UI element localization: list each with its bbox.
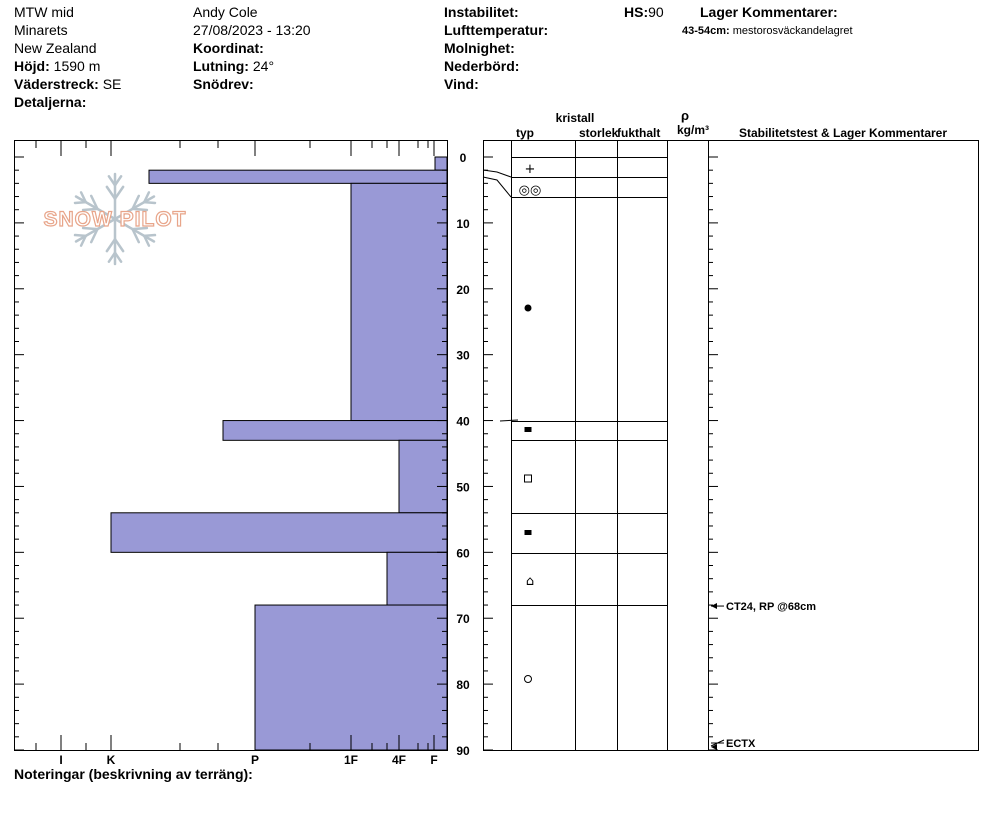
- stability-test-label-1: ECTX: [726, 738, 756, 750]
- layer-comments-heading: Lager Kommentarer:: [700, 4, 838, 20]
- hardness-bar-1: [149, 170, 447, 183]
- grain-symbol-68: [525, 676, 532, 683]
- depth-label-80: 80: [456, 678, 470, 693]
- drift-label: Snödrev:: [193, 76, 254, 92]
- slope-value: 24°: [252, 58, 275, 74]
- x-tick-label-4F: 4F: [391, 753, 407, 767]
- grain-symbol-40: [525, 427, 532, 432]
- snowflake-branch-5-1-1: [144, 202, 155, 203]
- grain-symbol-60: ⌂: [525, 574, 535, 589]
- x-tick-label-P: P: [250, 753, 260, 767]
- col-size-label: storlek: [579, 126, 619, 140]
- depth-label-0: 0: [459, 151, 467, 165]
- layer-comment-text: mestorosväckandelagret: [732, 25, 853, 37]
- stability-test-label-0: CT24, RP @68cm: [726, 601, 817, 614]
- depth-label-90: 90: [456, 744, 470, 758]
- layer-table-grid: [483, 141, 709, 750]
- hardness-bar-7: [255, 605, 447, 750]
- col-rho-label: ρ: [680, 108, 690, 123]
- col-crystal-label: kristall: [555, 111, 595, 125]
- aspect-label: Väderstreck:: [14, 76, 99, 92]
- wind-label: Vind:: [444, 76, 479, 92]
- slope-label: Lutning:: [193, 58, 249, 74]
- x-tick-label-F: F: [430, 753, 438, 767]
- instability-label: Instabilitet:: [444, 4, 519, 20]
- hardness-bar-3: [223, 421, 447, 441]
- depth-label-20: 20: [456, 282, 470, 297]
- col-stability-label: Stabilitetstest & Lager Kommentarer: [738, 126, 948, 140]
- snowflake-branch-1-1-0: [75, 202, 86, 203]
- area-name: Minarets: [14, 22, 68, 38]
- col-type-label: typ: [516, 126, 534, 140]
- layer-table-frame: [484, 141, 979, 751]
- depth-label-10: 10: [456, 216, 470, 231]
- hardness-bars: [111, 157, 447, 750]
- airtemp-label: Lufttemperatur:: [444, 22, 549, 38]
- grain-symbol-6: [525, 305, 532, 312]
- grain-symbol-0: +: [524, 162, 536, 177]
- elevation-label: Höjd:: [14, 58, 50, 74]
- details-label: Detaljerna:: [14, 94, 87, 110]
- depth-label-40: 40: [456, 414, 470, 429]
- col-moisture-label: fukthalt: [617, 126, 661, 140]
- layer-connector-2: [500, 420, 518, 421]
- precip-label: Nederbörd:: [444, 58, 520, 74]
- stability-pointer-1: [711, 740, 724, 746]
- hardness-bar-0: [435, 157, 447, 170]
- grain-symbol-54: [525, 530, 532, 535]
- location-name: MTW mid: [14, 4, 74, 20]
- snowflake-branch-2-1-1: [75, 235, 86, 236]
- stability-arrowhead-0: [711, 603, 717, 609]
- hardness-bar-5: [111, 513, 447, 553]
- snowpilot-logo: [44, 174, 187, 264]
- grain-symbol-3: ◎◎: [518, 183, 542, 198]
- snowpilot-logo-text: SNOW PILOT: [43, 208, 187, 231]
- depth-label-30: 30: [456, 348, 470, 363]
- grain-symbols: [519, 162, 542, 683]
- x-tick-label-I: I: [59, 753, 63, 767]
- hs-label: HS:: [624, 4, 649, 20]
- notes-label: Noteringar (beskrivning av terräng):: [14, 766, 253, 782]
- depth-label-50: 50: [456, 480, 470, 495]
- observation-datetime: 27/08/2023 - 13:20: [193, 22, 311, 38]
- col-density-label: kg/m³: [676, 123, 710, 137]
- depth-label-70: 70: [456, 612, 470, 627]
- observer-name: Andy Cole: [193, 4, 258, 20]
- hardness-bar-6: [387, 552, 447, 605]
- grain-symbol-43: [525, 475, 532, 482]
- aspect-value: SE: [102, 76, 122, 92]
- layer-comment-range: 43-54cm:: [682, 25, 730, 37]
- stability-tests: [711, 601, 816, 750]
- hardness-bar-4: [399, 440, 447, 512]
- layer-connector-0: [483, 170, 511, 177]
- layer-connector-1: [483, 177, 511, 197]
- hs-value: 90: [648, 4, 664, 20]
- cloud-label: Molnighet:: [444, 40, 515, 56]
- coordinate-label: Koordinat:: [193, 40, 264, 56]
- x-tick-label-1F: 1F: [343, 753, 359, 767]
- snowflake-branch-4-1-0: [144, 235, 155, 236]
- elevation-value: 1590 m: [53, 58, 101, 74]
- country-name: New Zealand: [14, 40, 97, 56]
- x-tick-label-K: K: [106, 753, 116, 767]
- depth-label-60: 60: [456, 546, 470, 561]
- hardness-bar-2: [351, 183, 447, 420]
